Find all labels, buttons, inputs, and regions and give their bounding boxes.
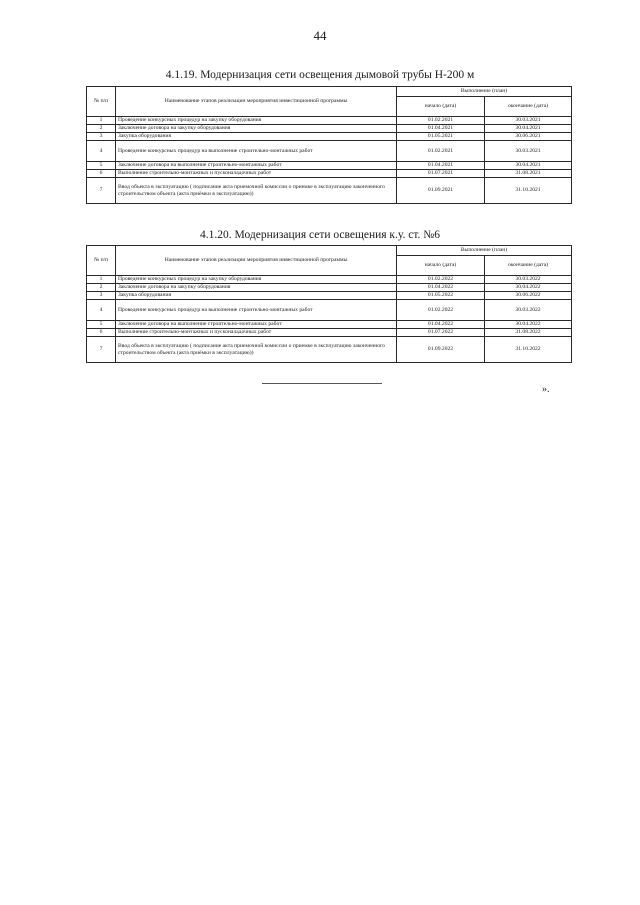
row-stage: Закупка оборудования [116,133,397,141]
row-end-date: 30.03.2022 [485,276,572,284]
row-start-date: 01.04.2021 [397,125,485,133]
row-start-date: 01.07.2022 [397,329,485,337]
row-stage: Ввод объекта в эксплуатацию ( подписание акта приемочной комиссии о приемке в эксплуатацию законченного строительством объекта (акта приёмки в эксплуатацию)) [116,337,397,363]
table-row [87,284,572,292]
row-end-date: 30.06.2022 [485,292,572,300]
row-stage: Ввод объекта в эксплуатацию ( подписание акта приемочной комиссии о приемке в эксплуатацию законченного строительством объекта (акта приёмки в эксплуатацию)) [116,178,397,204]
row-num: 1 [87,117,116,125]
row-end-date: 30.04.2022 [485,321,572,329]
row-start-date: 01.09.2021 [397,178,485,204]
row-num: 7 [87,178,116,204]
header-end: окончание (дата) [485,97,572,117]
plan-table [86,86,572,204]
row-start-date: 01.05.2021 [397,133,485,141]
signature-line [262,383,382,384]
table-row [87,162,572,170]
row-stage: Закупка оборудования [116,292,397,300]
page-number: 44 [313,28,327,43]
row-num: 5 [87,162,116,170]
row-end-date: 30.03.2021 [485,141,572,162]
row-num: 3 [87,292,116,300]
row-end-date: 30.04.2022 [485,284,572,292]
row-end-date: 31.08.2022 [485,329,572,337]
row-num: 4 [87,300,116,321]
header-execution: Выполнение (план) [397,246,572,256]
row-num: 6 [87,170,116,178]
row-stage: Проведение конкурсных процедур на закупку оборудования [116,117,397,125]
row-start-date: 01.07.2021 [397,170,485,178]
table-row [87,276,572,284]
row-end-date: 31.10.2021 [485,178,572,204]
row-end-date: 30.04.2021 [485,125,572,133]
row-start-date: 01.02.2022 [397,300,485,321]
header-start: начало (дата) [397,256,485,276]
row-num: 7 [87,337,116,363]
table-row [87,117,572,125]
row-num: 2 [87,284,116,292]
row-start-date: 01.09.2022 [397,337,485,363]
header-stage: Наименование этапов реализации мероприятия инвестиционной программы [116,87,397,117]
row-end-date: 30.03.2022 [485,300,572,321]
row-end-date: 30.03.2021 [485,117,572,125]
header-stage: Наименование этапов реализации мероприятия инвестиционной программы [116,246,397,276]
table-row [87,178,572,204]
row-end-date: 31.10.2022 [485,337,572,363]
table-row [87,141,572,162]
table-row [87,133,572,141]
row-stage: Проведение конкурсных процедур на выполнение строительно-монтажных работ [116,300,397,321]
table-row [87,329,572,337]
row-num: 6 [87,329,116,337]
row-stage: Проведение конкурсных процедур на выполнение строительно-монтажных работ [116,141,397,162]
row-num: 2 [87,125,116,133]
row-num: 1 [87,276,116,284]
row-num: 5 [87,321,116,329]
row-stage: Заключение договора на закупку оборудования [116,284,397,292]
row-stage: Заключение договора на выполнение строительно-монтажных работ [116,321,397,329]
row-stage: Выполнение строительно-монтажных и пусконаладочных работ [116,170,397,178]
table-row [87,170,572,178]
table-row [87,125,572,133]
closing-quote-mark: ». [542,384,550,395]
row-num: 4 [87,141,116,162]
row-start-date: 01.04.2022 [397,321,485,329]
row-start-date: 01.02.2021 [397,117,485,125]
row-stage: Выполнение строительно-монтажных и пусконаладочных работ [116,329,397,337]
row-end-date: 30.04.2021 [485,162,572,170]
row-start-date: 01.04.2021 [397,162,485,170]
header-num: № п/п [87,87,116,117]
header-end: окончание (дата) [485,256,572,276]
header-num: № п/п [87,246,116,276]
header-start: начало (дата) [397,97,485,117]
row-end-date: 30.06.2021 [485,133,572,141]
row-stage: Проведение конкурсных процедур на закупку оборудования [116,276,397,284]
plan-table [86,245,572,363]
section-title: 4.1.19. Модернизация сети освещения дымовой трубы Н-200 м [165,69,475,81]
table-row [87,292,572,300]
row-stage: Заключение договора на выполнение строительно-монтажных работ [116,162,397,170]
row-start-date: 01.05.2022 [397,292,485,300]
table-row [87,337,572,363]
row-end-date: 31.08.2021 [485,170,572,178]
row-stage: Заключение договора на закупку оборудования [116,125,397,133]
row-start-date: 01.04.2022 [397,284,485,292]
row-start-date: 01.02.2022 [397,276,485,284]
table-row [87,300,572,321]
table-row [87,321,572,329]
row-start-date: 01.02.2021 [397,141,485,162]
header-execution: Выполнение (план) [397,87,572,97]
row-num: 3 [87,133,116,141]
section-title: 4.1.20. Модернизация сети освещения к.у. ст. №6 [200,229,440,241]
